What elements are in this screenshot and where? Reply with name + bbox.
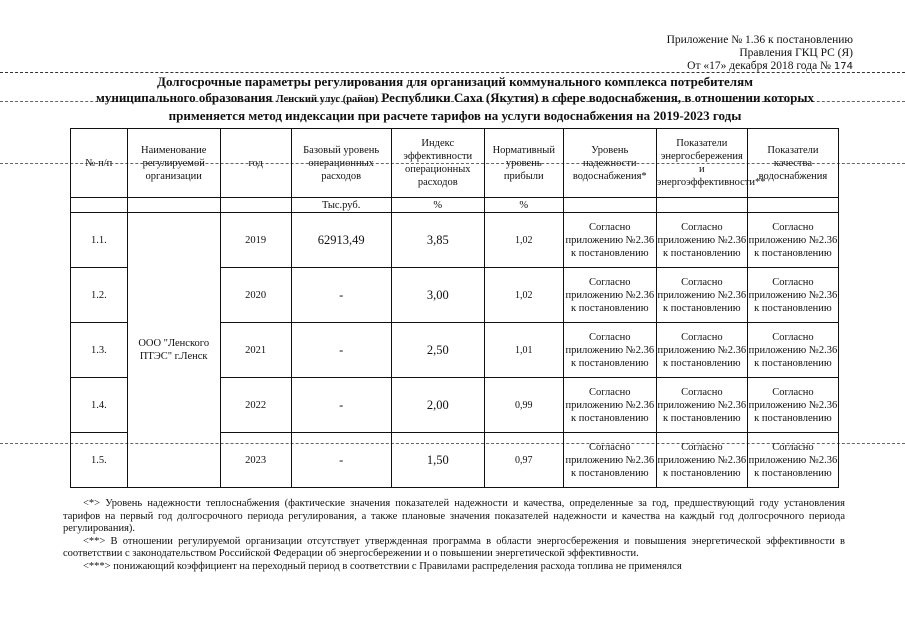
row-base: - [291,433,391,488]
row-reliability: Согласно приложению №2.36 к постановлению [563,268,656,323]
header-profit-level: Нормативный уровень прибыли [484,129,563,198]
footnote-energy: <**> В отношении регулируемой организации отсутствует утвержденная программа в области энергосбережения и повышения энергетической эффективности в соответствии с законодательством Российской Федерации об энергосбережении и о повышении энергетической эффективности. [63,535,845,559]
header-year: год [220,129,291,198]
row-energy: Согласно приложению №2.36 к постановлению [656,323,747,378]
row-num: 1.1. [71,213,128,268]
row-quality: Согласно приложению №2.36 к постановлению [747,378,838,433]
header-energy-saving: Показатели энергосбережения и энергоэффективности** [656,129,747,198]
units-cell [656,198,747,213]
table-row [71,213,839,268]
row-year: 2022 [220,378,291,433]
units-base: Тыс.руб. [291,198,391,213]
row-profit: 0,97 [484,433,563,488]
row-energy: Согласно приложению №2.36 к постановлению [656,433,747,488]
row-reliability: Согласно приложению №2.36 к постановлению [563,213,656,268]
header-quality: Показатели качества водоснабжения [747,129,838,198]
row-base: - [291,323,391,378]
footnote-reliability: <*> Уровень надежности теплоснабжения (фактические значения показателей надежности и качества, определенные за год, предшествующий году установления тарифов на первый год долгосрочного периода регулирования, а также плановые значения показателей надежности и качества на каждый год долгосрочного периода регулирования). [63,498,845,534]
title-line-1: Долгосрочные параметры регулирования для организаций коммунального комплекса потребителям [157,74,753,89]
row-reliability: Согласно приложению №2.36 к постановлению [563,323,656,378]
units-profit: % [484,198,563,213]
row-year: 2023 [220,433,291,488]
row-year: 2019 [220,213,291,268]
footnote-coefficient: <***> понижающий коэффициент на переходный период в соответствии с Правилами распределения расхода топлива не применялся [83,560,682,572]
approval-header [623,34,853,73]
title-line-2-end: Республики Саха (Якутия) в сфере водоснабжения, в отношении которых [381,90,815,105]
title-district: Ленский улус (район) [275,94,379,105]
row-index: 2,00 [391,378,484,433]
approval-date-text: От «17» декабря 2018 года № [687,60,832,72]
row-num: 1.5. [71,433,128,488]
units-cell [71,198,128,213]
handwritten-number: 174 [833,61,853,72]
units-cell [127,198,220,213]
header-num: № п/п [71,129,128,198]
row-profit: 1,02 [484,213,563,268]
header-efficiency-index: Индекс эффективности операционных расходов [391,129,484,198]
row-reliability: Согласно приложению №2.36 к постановлению [563,378,656,433]
header-reliability: Уровень надежности водоснабжения* [563,129,656,198]
row-reliability: Согласно приложению №2.36 к постановлению [563,433,656,488]
document-title [55,74,855,124]
row-index: 3,85 [391,213,484,268]
table-units-row [71,198,839,213]
units-cell [747,198,838,213]
units-index: % [391,198,484,213]
row-num: 1.4. [71,378,128,433]
row-profit: 0,99 [484,378,563,433]
title-line-2-start: муниципального образования [95,90,273,105]
title-line-3: применяется метод индексации при расчете тарифов на услуги водоснабжения на 2019-2023 годы [168,108,742,123]
header-base-expenses: Базовый уровень операционных расходов [291,129,391,198]
table-header-row [71,129,839,198]
row-profit: 1,02 [484,268,563,323]
header-organization: Наименование регулируемой организации [127,129,220,198]
units-cell [220,198,291,213]
row-profit: 1,01 [484,323,563,378]
parameters-table [70,128,839,488]
row-energy: Согласно приложению №2.36 к постановлению [656,268,747,323]
row-base: - [291,378,391,433]
row-index: 2,50 [391,323,484,378]
footnotes [63,498,845,573]
row-energy: Согласно приложению №2.36 к постановлению [656,213,747,268]
scan-artifact-line [0,72,905,73]
row-index: 1,50 [391,433,484,488]
row-base: - [291,268,391,323]
row-energy: Согласно приложению №2.36 к постановлению [656,378,747,433]
title-line-2 [55,90,855,108]
row-year: 2020 [220,268,291,323]
row-year: 2021 [220,323,291,378]
row-base: 62913,49 [291,213,391,268]
row-index: 3,00 [391,268,484,323]
row-quality: Согласно приложению №2.36 к постановлению [747,323,838,378]
units-cell [563,198,656,213]
row-quality: Согласно приложению №2.36 к постановлению [747,268,838,323]
row-num: 1.3. [71,323,128,378]
row-num: 1.2. [71,268,128,323]
row-quality: Согласно приложению №2.36 к постановлению [747,433,838,488]
row-quality: Согласно приложению №2.36 к постановлению [747,213,838,268]
organization-name: ООО "Ленского ПТЭС" г.Ленск [127,213,220,488]
approval-line-board: Правления ГКЦ РС (Я) [739,47,853,59]
approval-line-appendix: Приложение № 1.36 к постановлению [666,34,853,46]
